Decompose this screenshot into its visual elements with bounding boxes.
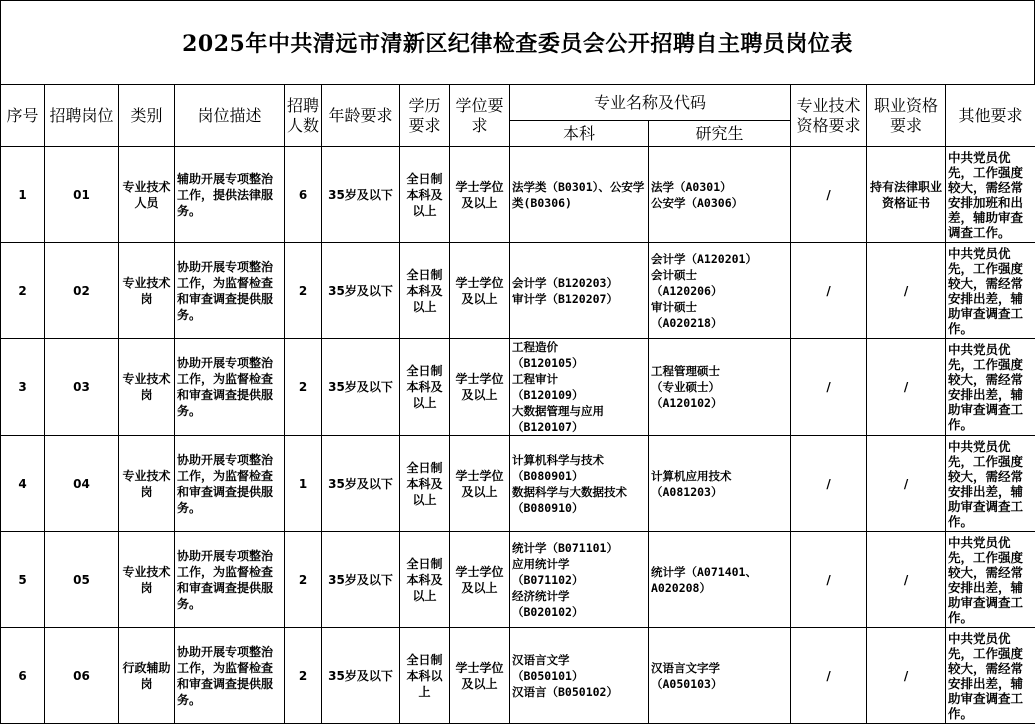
cell-other: 中共党员优先，工作强度较大，需经常安排出差，辅助审查调查工作。	[946, 436, 1035, 532]
header-position: 招聘岗位	[45, 85, 119, 147]
document-title: 2025年中共清远市清新区纪律检查委员会公开招聘自主聘员岗位表	[182, 27, 853, 58]
cell-degree: 学士学位及以上	[450, 532, 510, 628]
cell-graduate: 会计学（A120201） 会计硕士 （A120206） 审计硕士 （A020218）	[649, 243, 791, 339]
cell-count: 2	[285, 243, 322, 339]
cell-undergrad: 工程造价 （B120105） 工程审计 （B120109） 大数据管理与应用 （B120107）	[510, 339, 649, 436]
cell-index: 5	[1, 532, 45, 628]
cell-category: 行政辅助岗	[119, 628, 175, 724]
header-degree: 学位要求	[450, 85, 510, 147]
cell-index: 4	[1, 436, 45, 532]
header-graduate: 研究生	[649, 121, 791, 147]
cell-other: 中共党员优先，工作强度较大，需经常安排出差，辅助审查调查工作。	[946, 339, 1035, 436]
header-description: 岗位描述	[175, 85, 285, 147]
cell-degree: 学士学位及以上	[450, 243, 510, 339]
cell-tech-qualification: /	[791, 243, 867, 339]
table-row	[1, 436, 1035, 532]
cell-category: 专业技术人员	[119, 147, 175, 243]
cell-other: 中共党员优先，工作强度较大，需经常安排出差，辅助审查调查工作。	[946, 628, 1035, 724]
cell-vocational-qualification: /	[867, 436, 946, 532]
header-index: 序号	[1, 85, 45, 147]
cell-index: 3	[1, 339, 45, 436]
table-row	[1, 628, 1035, 724]
cell-vocational-qualification: /	[867, 243, 946, 339]
cell-graduate: 汉语言文字学 （A050103）	[649, 628, 791, 724]
table-row	[1, 532, 1035, 628]
cell-category: 专业技术岗	[119, 243, 175, 339]
title-bar	[0, 0, 1035, 84]
table-row	[1, 339, 1035, 436]
cell-age: 35岁及以下	[322, 147, 400, 243]
cell-category: 专业技术岗	[119, 532, 175, 628]
cell-count: 2	[285, 339, 322, 436]
header-undergrad: 本科	[510, 121, 649, 147]
cell-position: 01	[45, 147, 119, 243]
cell-tech-qualification: /	[791, 339, 867, 436]
cell-age: 35岁及以下	[322, 532, 400, 628]
cell-graduate: 计算机应用技术 （A081203）	[649, 436, 791, 532]
cell-position: 06	[45, 628, 119, 724]
header-education: 学历要求	[400, 85, 450, 147]
cell-graduate: 法学（A0301） 公安学（A0306）	[649, 147, 791, 243]
cell-description: 辅助开展专项整治工作，提供法律服务。	[175, 147, 285, 243]
cell-description: 协助开展专项整治工作，为监督检查和审查调查提供服务。	[175, 339, 285, 436]
cell-undergrad: 统计学（B071101） 应用统计学 （B071102） 经济统计学 （B020102）	[510, 532, 649, 628]
header-other: 其他要求	[946, 85, 1035, 147]
cell-category: 专业技术岗	[119, 339, 175, 436]
cell-age: 35岁及以下	[322, 628, 400, 724]
cell-count: 1	[285, 436, 322, 532]
cell-description: 协助开展专项整治工作，为监督检查和审查调查提供服务。	[175, 243, 285, 339]
cell-vocational-qualification: 持有法律职业资格证书	[867, 147, 946, 243]
header-vocational-qualification: 职业资格要求	[867, 85, 946, 147]
cell-description: 协助开展专项整治工作，为监督检查和审查调查提供服务。	[175, 436, 285, 532]
cell-education: 全日制本科及以上	[400, 339, 450, 436]
cell-undergrad: 汉语言文学 （B050101） 汉语言（B050102）	[510, 628, 649, 724]
cell-age: 35岁及以下	[322, 436, 400, 532]
cell-description: 协助开展专项整治工作，为监督检查和审查调查提供服务。	[175, 532, 285, 628]
header-row	[1, 85, 1035, 121]
cell-other: 中共党员优先，工作强度较大，需经常安排加班和出差，辅助审查调查工作。	[946, 147, 1035, 243]
cell-position: 03	[45, 339, 119, 436]
table-body	[1, 147, 1035, 724]
cell-other: 中共党员优先，工作强度较大，需经常安排出差，辅助审查调查工作。	[946, 243, 1035, 339]
header-age: 年龄要求	[322, 85, 400, 147]
cell-degree: 学士学位及以上	[450, 436, 510, 532]
cell-age: 35岁及以下	[322, 339, 400, 436]
cell-tech-qualification: /	[791, 436, 867, 532]
cell-education: 全日制本科及以上	[400, 532, 450, 628]
cell-graduate: 工程管理硕士 （专业硕士） （A120102）	[649, 339, 791, 436]
header-category: 类别	[119, 85, 175, 147]
cell-other: 中共党员优先，工作强度较大，需经常安排出差，辅助审查调查工作。	[946, 532, 1035, 628]
cell-degree: 学士学位及以上	[450, 339, 510, 436]
cell-count: 6	[285, 147, 322, 243]
cell-description: 协助开展专项整治工作，为监督检查和审查调查提供服务。	[175, 628, 285, 724]
cell-tech-qualification: /	[791, 628, 867, 724]
table-row	[1, 243, 1035, 339]
cell-position: 02	[45, 243, 119, 339]
cell-education: 全日制本科及以上	[400, 147, 450, 243]
cell-education: 全日制本科及以上	[400, 243, 450, 339]
cell-education: 全日制本科及以上	[400, 436, 450, 532]
cell-position: 05	[45, 532, 119, 628]
cell-index: 2	[1, 243, 45, 339]
cell-vocational-qualification: /	[867, 628, 946, 724]
cell-education: 全日制本科以上	[400, 628, 450, 724]
cell-category: 专业技术岗	[119, 436, 175, 532]
cell-graduate: 统计学（A071401、A020208）	[649, 532, 791, 628]
cell-undergrad: 计算机科学与技术 （B080901） 数据科学与大数据技术（B080910）	[510, 436, 649, 532]
cell-undergrad: 会计学（B120203） 审计学（B120207）	[510, 243, 649, 339]
cell-index: 1	[1, 147, 45, 243]
cell-vocational-qualification: /	[867, 339, 946, 436]
cell-tech-qualification: /	[791, 532, 867, 628]
cell-age: 35岁及以下	[322, 243, 400, 339]
cell-vocational-qualification: /	[867, 532, 946, 628]
cell-degree: 学士学位及以上	[450, 628, 510, 724]
cell-position: 04	[45, 436, 119, 532]
header-count: 招聘人数	[285, 85, 322, 147]
cell-degree: 学士学位及以上	[450, 147, 510, 243]
cell-count: 2	[285, 532, 322, 628]
table-row	[1, 147, 1035, 243]
header-major-group: 专业名称及代码	[510, 85, 791, 121]
header-tech-qualification: 专业技术资格要求	[791, 85, 867, 147]
cell-undergrad: 法学类（B0301）、公安学类(B0306)	[510, 147, 649, 243]
cell-tech-qualification: /	[791, 147, 867, 243]
positions-table	[0, 84, 1035, 724]
cell-index: 6	[1, 628, 45, 724]
cell-count: 2	[285, 628, 322, 724]
